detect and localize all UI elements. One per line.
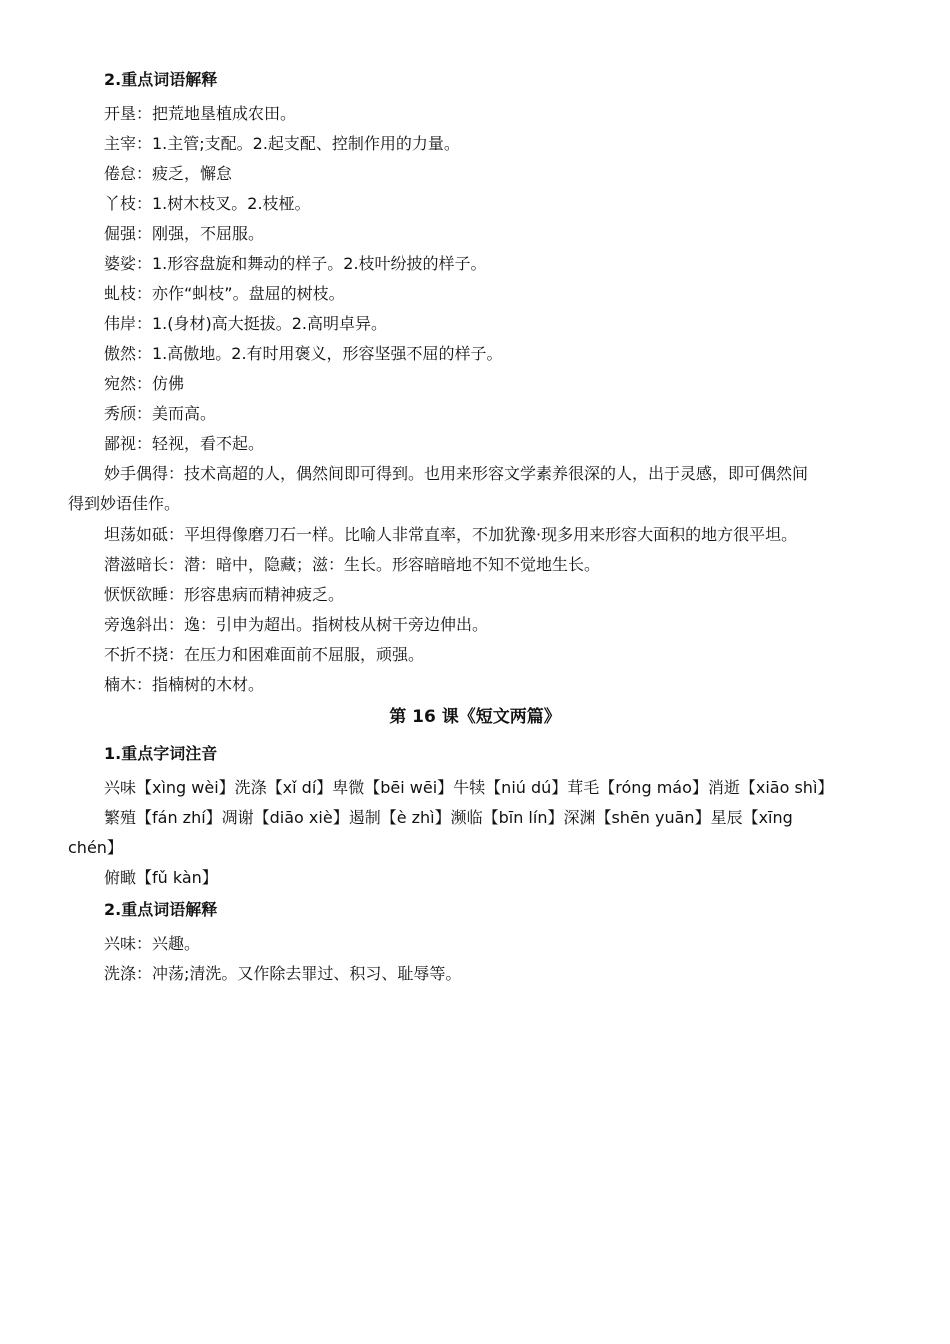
entry-weian: 伟岸：1.(身材)高大挺拔。2.高明卓异。 [104, 314, 388, 333]
pinyin-line-1: 兴味【xìng wèi】洗涤【xǐ dí】卑微【bēi wēi】牛犊【niú dú】茸毛【róng máo】消逝【xiāo shì】 [104, 778, 834, 797]
section-heading-word-explanation-2: 2.重点词语解释 [104, 900, 218, 919]
section-heading-pinyin: 1.重点字词注音 [104, 744, 218, 763]
entry-miaoshou-line1: 妙手偶得：技术高超的人，偶然间即可得到。也用来形容文学素养很深的人，出于灵感，即可偶然间 [104, 464, 809, 483]
entry-juejiang: 倔强：刚强，不屈服。 [104, 224, 265, 243]
entry-miaoshou-line2: 得到妙语佳作。 [68, 494, 181, 513]
pinyin-line-3: chén】 [68, 838, 123, 857]
entry-qianzi: 潜滋暗长：潜：暗中，隐藏；滋：生长。形容暗暗地不知不觉地生长。 [104, 555, 601, 574]
section-heading-word-explanation: 2.重点词语解释 [104, 70, 218, 89]
entry-xiuqi: 秀颀：美而高。 [104, 404, 217, 423]
entry-tandang: 坦荡如砥：平坦得像磨刀石一样。比喻人非常直率，不加犹豫·现多用来形容大面积的地方很平坦。 [104, 525, 798, 544]
pinyin-line-4: 俯瞰【fǔ kàn】 [104, 868, 218, 887]
lesson-title: 第 16 课《短文两篇》 [389, 707, 561, 727]
entry-yanyan: 恹恹欲睡：形容患病而精神疲乏。 [104, 585, 345, 604]
entry-posuo: 婆娑：1.形容盘旋和舞动的样子。2.枝叶纷披的样子。 [104, 254, 487, 273]
entry-pangyi: 旁逸斜出：逸：引申为超出。指树枝从树干旁边伸出。 [104, 615, 489, 634]
entry-qiuzhi: 虬枝：亦作“虯枝”。盘屈的树枝。 [104, 284, 345, 303]
entry-aoran: 傲然：1.高傲地。2.有时用褒义，形容坚强不屈的样子。 [104, 344, 503, 363]
entry-bishi: 鄙视：轻视，看不起。 [104, 434, 265, 453]
pinyin-line-2: 繁殖【fán zhí】凋谢【diāo xiè】遏制【è zhì】濒临【bīn lín】深渊【shēn yuān】星辰【xīng [104, 808, 793, 827]
entry-buzhe: 不折不挠：在压力和困难面前不屈服，顽强。 [104, 645, 425, 664]
entry-xingwei: 兴味：兴趣。 [104, 934, 201, 953]
entry-zhuzai: 主宰：1.主管;支配。2.起支配、控制作用的力量。 [104, 134, 460, 153]
entry-yazhi: 丫枝：1.树木枝叉。2.枝桠。 [104, 194, 311, 213]
entry-kaiken: 开垦：把荒地垦植成农田。 [104, 104, 297, 123]
entry-juandai: 倦怠：疲乏，懈怠 [104, 164, 233, 183]
entry-nanmu: 楠木：指楠树的木材。 [104, 675, 265, 694]
entry-xidi: 洗涤：冲荡;清洗。又作除去罪过、积习、耻辱等。 [104, 964, 462, 983]
entry-wanran: 宛然：仿佛 [104, 374, 185, 393]
